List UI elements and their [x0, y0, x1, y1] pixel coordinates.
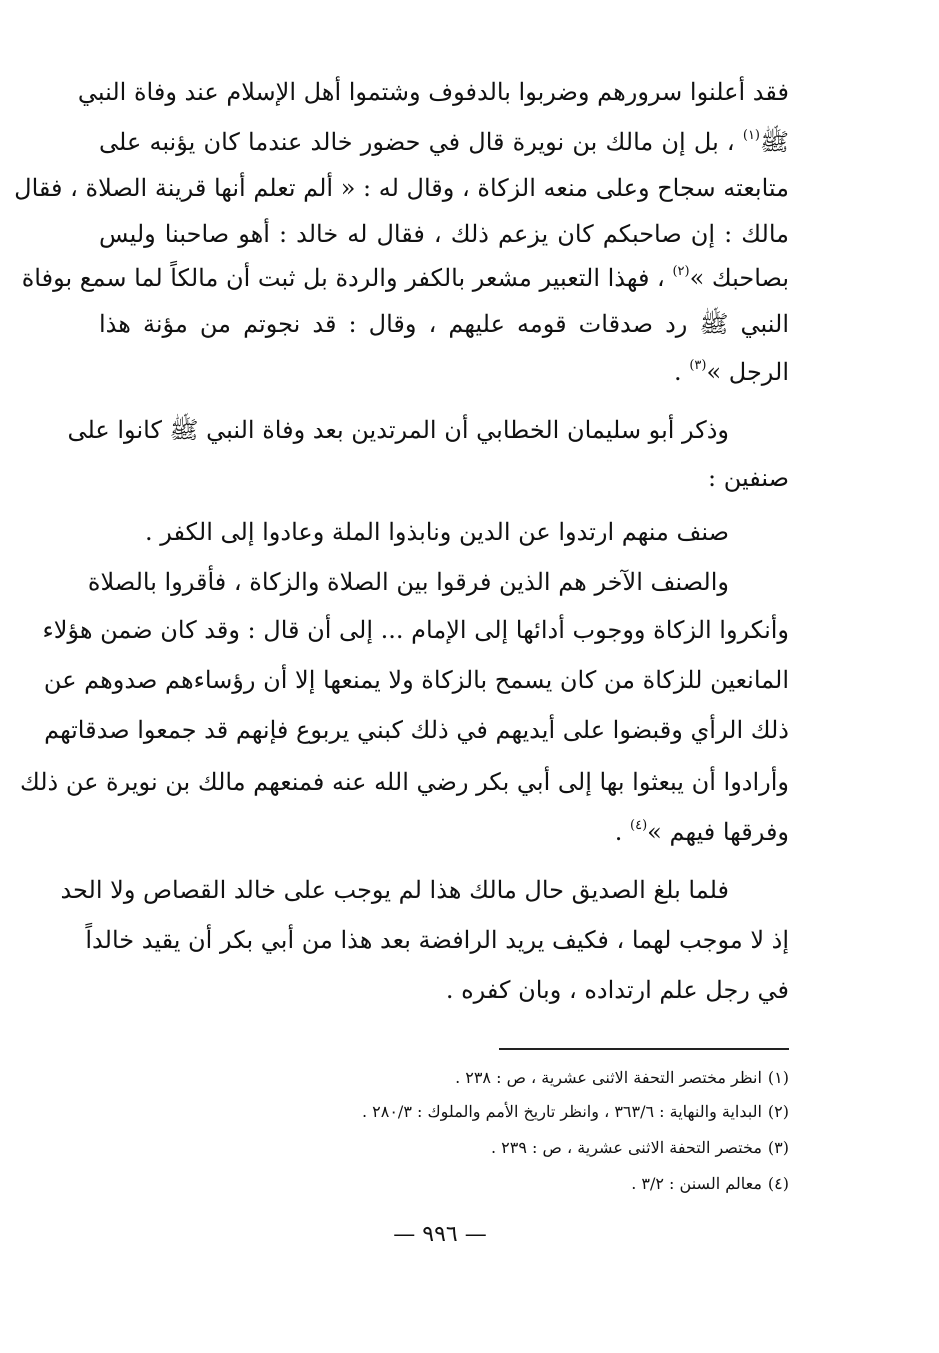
paragraph-4-line-2: وأنكروا الزكاة ووجوب أدائها إلى الإمام ... إلى أن قال : وقد كان ضمن هؤلاء	[42, 616, 789, 644]
footnote-3	[99, 1136, 789, 1160]
text-span: وفرقها فيهم »	[647, 818, 789, 846]
text-span: ، بل إن مالك بن نويرة قال في حضور خالد عندما كان يؤنبه على	[99, 128, 743, 156]
paragraph-4-line-1: والصنف الآخر هم الذين فرقوا بين الصلاة والزكاة ، فأقروا بالصلاة	[87, 568, 729, 596]
footnote-4	[99, 1172, 789, 1196]
footnote-ref-1[interactable]: (١)	[742, 128, 760, 143]
footnote-ref-4[interactable]: (٤)	[630, 818, 648, 833]
paragraph-2-line-1: وذكر أبو سليمان الخطابي أن المرتدين بعد وفاة النبي ﷺ كانوا على	[67, 416, 729, 444]
footnote-separator	[499, 1048, 789, 1050]
footnote-text: مختصر التحفة الاثنى عشرية ، ص : ٢٣٩ .	[491, 1138, 762, 1157]
paragraph-1-line-6: النبي ﷺ رد صدقات قومه عليهم ، وقال : قد نجوتم من مؤنة هذا	[99, 310, 789, 338]
footnote-number: (٤)	[767, 1174, 789, 1193]
paragraph-3-line-1: صنف منهم ارتدوا عن الدين ونابذوا الملة وعادوا إلى الكفر .	[145, 518, 729, 546]
footnote-text: البداية والنهاية : ٣٦٣/٦ ، وانظر تاريخ الأمم والملوك : ٢٨٠/٣ .	[361, 1102, 762, 1121]
footnote-ref-2[interactable]: (٢)	[672, 264, 690, 279]
paragraph-1-line-2	[99, 122, 789, 166]
footnote-ref-3[interactable]: (٣)	[689, 358, 707, 373]
text-span: .	[674, 358, 690, 386]
text-span: .	[614, 818, 631, 846]
footnote-number: (٢)	[767, 1102, 789, 1121]
paragraph-1-line-4: مالك : إن صاحبكم كان يزعم ذلك ، فقال له خالد : أهو صاحبنا وليس	[99, 220, 789, 248]
text-span: بصاحبك »	[689, 264, 789, 292]
paragraph-1-line-5	[21, 258, 789, 302]
paragraph-4-line-3: المانعين للزكاة من كان يسمح بالزكاة ولا يمنعها إلا أن رؤساءهم صدوهم عن	[43, 666, 789, 694]
footnote-text: انظر مختصر التحفة الاثنى عشرية ، ص : ٢٣٨ .	[455, 1068, 762, 1087]
paragraph-5-line-3: في رجل علم ارتداده ، وبان كفره .	[445, 976, 789, 1004]
paragraph-4-line-4: ذلك الرأي وقبضوا على أيديهم في ذلك كبني يربوع فإنهم قد جمعوا صدقاتهم	[44, 716, 789, 744]
paragraph-1-line-3: متابعته سجاح وعلى منعه الزكاة ، وقال له : « ألم تعلم أنها قرينة الصلاة ، فقال	[14, 174, 789, 202]
page-number: — ٩٩٦ —	[393, 1222, 487, 1247]
paragraph-1-line-1: فقد أعلنوا سرورهم وضربوا بالدفوف وشتموا أهل الإسلام عند وفاة النبي	[77, 78, 789, 106]
footnote-number: (١)	[767, 1068, 789, 1087]
paragraph-1-line-7	[99, 352, 789, 396]
paragraph-4-line-5: وأرادوا أن يبعثوا بها إلى أبي بكر رضي الله عنه فمنعهم مالك بن نويرة عن ذلك	[19, 768, 789, 796]
text-span: ، فهذا التعبير مشعر بالكفر والردة بل ثبت أن مالكاً لما سمع بوفاة	[21, 264, 673, 292]
footnote-number: (٣)	[767, 1138, 789, 1157]
salutation-glyph: ﷺ	[760, 128, 789, 156]
paragraph-5-line-2: إذ لا موجب لهما ، فكيف يريد الرافضة بعد هذا من أبي بكر أن يقيد خالداً	[85, 926, 789, 954]
footnote-1	[99, 1066, 789, 1090]
paragraph-4-line-6	[99, 812, 789, 856]
text-span: الرجل »	[706, 358, 789, 386]
paragraph-5-line-1: فلما بلغ الصديق حال مالك هذا لم يوجب على خالد القصاص ولا الحد	[60, 876, 729, 904]
paragraph-2-line-2: صنفين :	[708, 464, 789, 492]
footnote-text: معالم السنن : ٣/٢ .	[631, 1174, 762, 1193]
footnote-2	[99, 1100, 789, 1124]
